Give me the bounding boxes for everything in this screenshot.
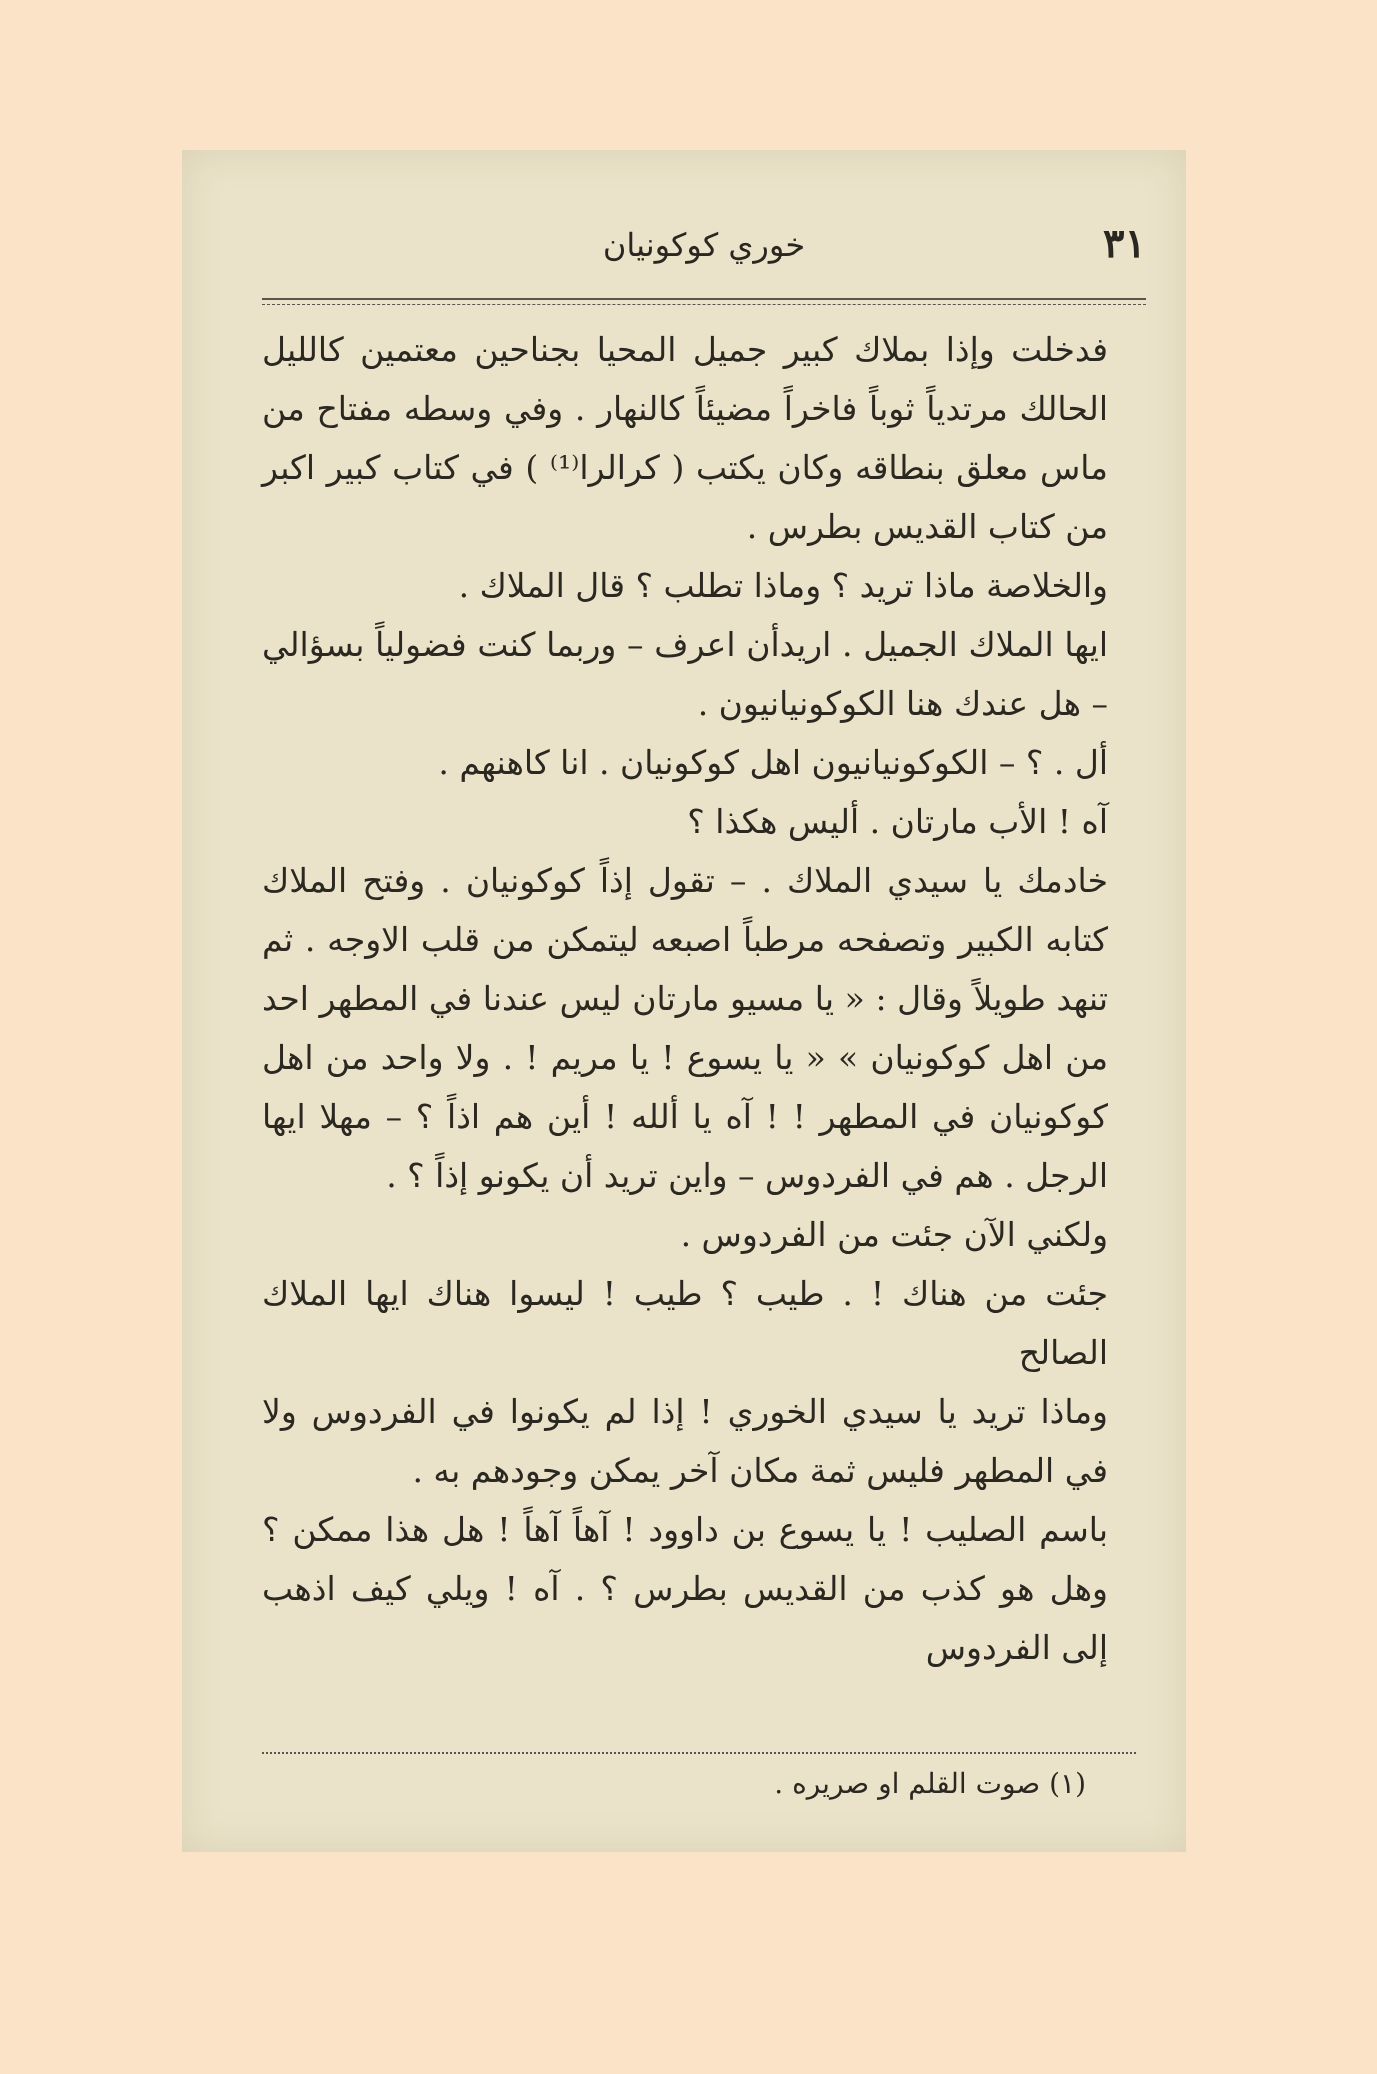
page-number: ٣١ xyxy=(1103,220,1146,267)
running-title: خوري كوكونيان xyxy=(602,226,806,264)
paragraph-10: باسم الصليب ! يا يسوع بن داوود ! آهاً آهاً ! هل هذا ممكن ؟ وهل هو كذب من القديس بطرس ؟ . آه ! ويلي كيف اذهب إلى الفردوس xyxy=(262,1510,1108,1667)
footnote-divider xyxy=(262,1752,1136,1754)
paragraph-1: فدخلت وإذا بملاك كبير جميل المحيا بجناحين معتمين كالليل الحالك مرتدياً ثوباً فاخراً مضيئاً كالنهار . وفي وسطه مفتاح من ماس معلق بنطاقه وكان يكتب ( كرالرا⁽¹⁾ ) في كتاب كبير اكبر من كتاب القديس بطرس . xyxy=(262,330,1108,546)
page-header xyxy=(262,220,1146,280)
body-text xyxy=(262,320,1136,1677)
paragraph-6: خادمك يا سيدي الملاك . – تقول إذاً كوكونيان . وفتح الملاك كتابه الكبير وتصفحه مرطباً اصبعه ليتمكن من قلب الاوجه . ثم تنهد طويلاً وقال : « يا مسيو مارتان ليس عندنا في المطهر احد من اهل كوكونيان » « يا يسوع ! يا مريم ! . ولا واحد من اهل كوكونيان في المطهر ! ! آه يا ألله ! أين هم اذاً ؟ – مهلا ايها الرجل . هم في الفردوس – واين تريد أن يكونو إذاً ؟ . xyxy=(262,861,1108,1195)
paragraph-3: ايها الملاك الجميل . اريدأن اعرف – وربما كنت فضولياً بسؤالي – هل عندك هنا الكوكونيانيون . xyxy=(262,625,1108,723)
paragraph-2: والخلاصة ماذا تريد ؟ وماذا تطلب ؟ قال الملاك . xyxy=(458,566,1108,605)
paragraph-8: جئت من هناك ! . طيب ؟ طيب ! ليسوا هناك ايها الملاك الصالح xyxy=(262,1274,1108,1372)
paragraph-9: وماذا تريد يا سيدي الخوري ! إذا لم يكونوا في الفردوس ولا في المطهر فليس ثمة مكان آخر يمكن وجودهم به . xyxy=(262,1392,1108,1490)
paragraph-7: ولكني الآن جئت من الفردوس . xyxy=(680,1215,1108,1254)
paragraph-4: أل . ؟ – الكوكونيانيون اهل كوكونيان . انا كاهنهم . xyxy=(438,743,1108,782)
book-page xyxy=(182,150,1186,1852)
header-divider xyxy=(262,298,1146,305)
footnote: (١) صوت القلم او صريره . xyxy=(774,1767,1086,1800)
paragraph-5: آه ! الأب مارتان . أليس هكذا ؟ xyxy=(687,802,1108,841)
